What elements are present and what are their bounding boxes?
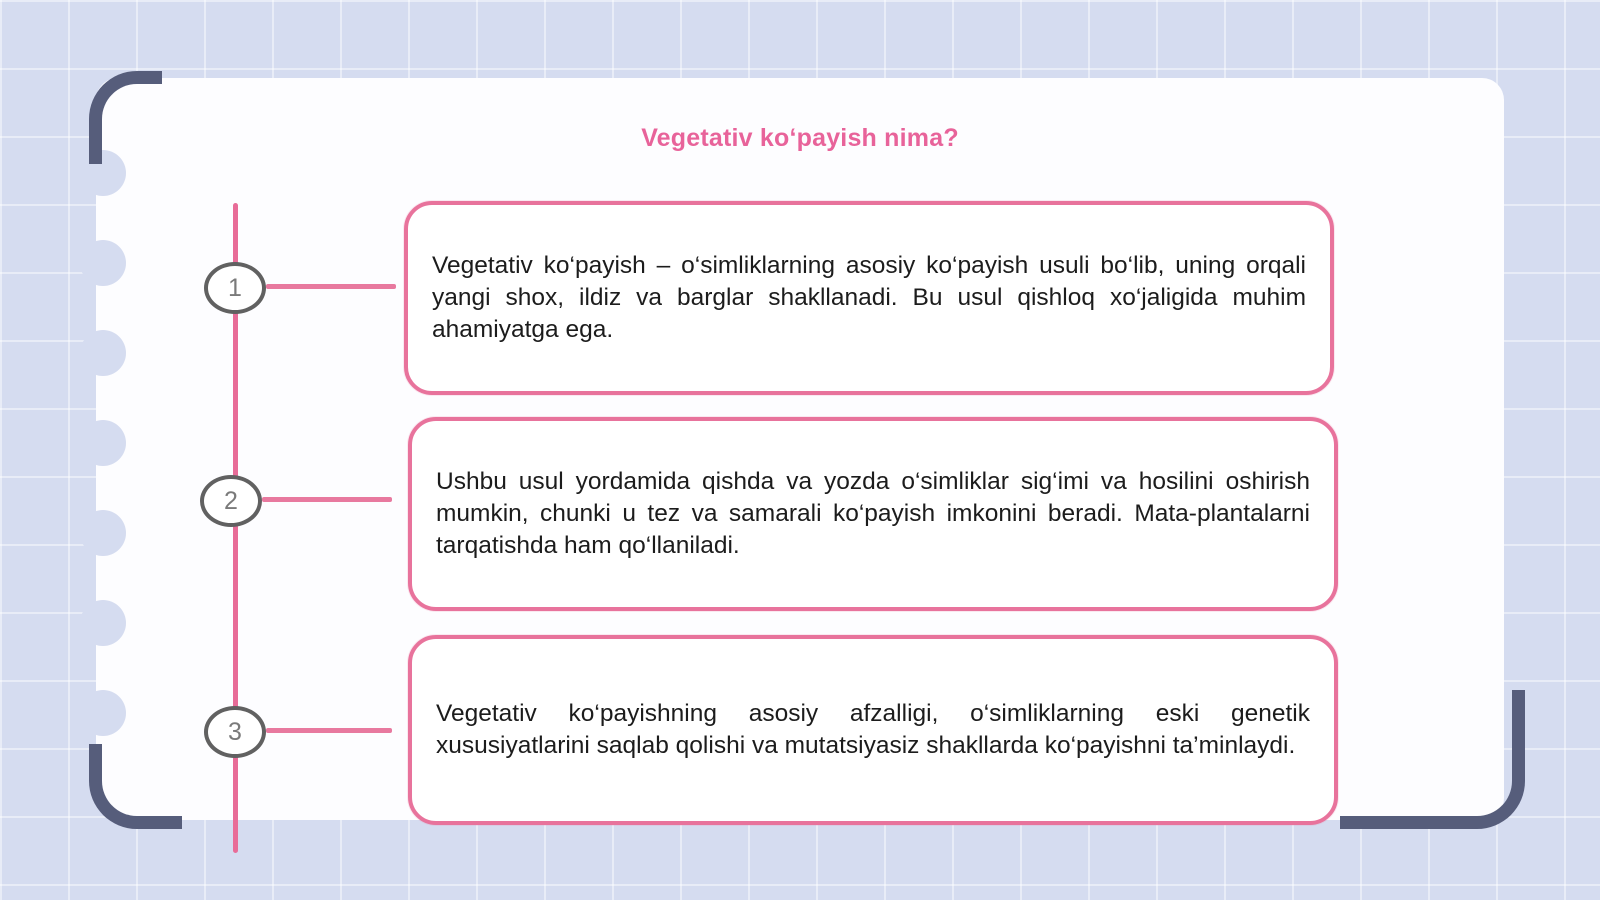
step-connector [266,728,392,733]
paper-hole [80,240,126,286]
step-text: Vegetativ ko‘payishning asosiy afzalligi, o‘simliklarning eski genetik xususiyatlarini saqlab qolishi va mutatsiyasiz shakllarda ko‘payishni ta’minlaydi. [436,700,1310,759]
step-card [404,201,1334,395]
paper-hole [80,690,126,736]
paper-hole [80,330,126,376]
frame-corner-bottom-left [89,744,182,829]
step-number-badge: 2 [200,475,262,527]
step-text: Ushbu usul yordamida qishda va yozda o‘simliklar sig‘imi va hosilini oshirish mumkin, chunki u tez va samarali ko‘payish imkonini beradi. Mata-plantalarni tarqatishda ham qo‘llaniladi. [436,468,1310,559]
frame-corner-bottom-right [1340,690,1525,829]
step-number-badge: 1 [204,262,266,314]
step-connector [262,497,392,502]
step-card [408,417,1338,611]
step-card [408,635,1338,825]
step-number-badge: 3 [204,706,266,758]
step-connector [266,284,396,289]
paper-hole [80,600,126,646]
step-text: Vegetativ ko‘payish – o‘simliklarning asosiy ko‘payish usuli bo‘lib, uning orqali yangi shox, ildiz va barglar shakllanadi. Bu usul qishloq xo‘jaligida muhim ahamiyatga ega. [432,252,1306,343]
slide-title: Vegetativ ko‘payish nima? [641,124,959,152]
paper-hole [80,510,126,556]
paper-hole [80,420,126,466]
